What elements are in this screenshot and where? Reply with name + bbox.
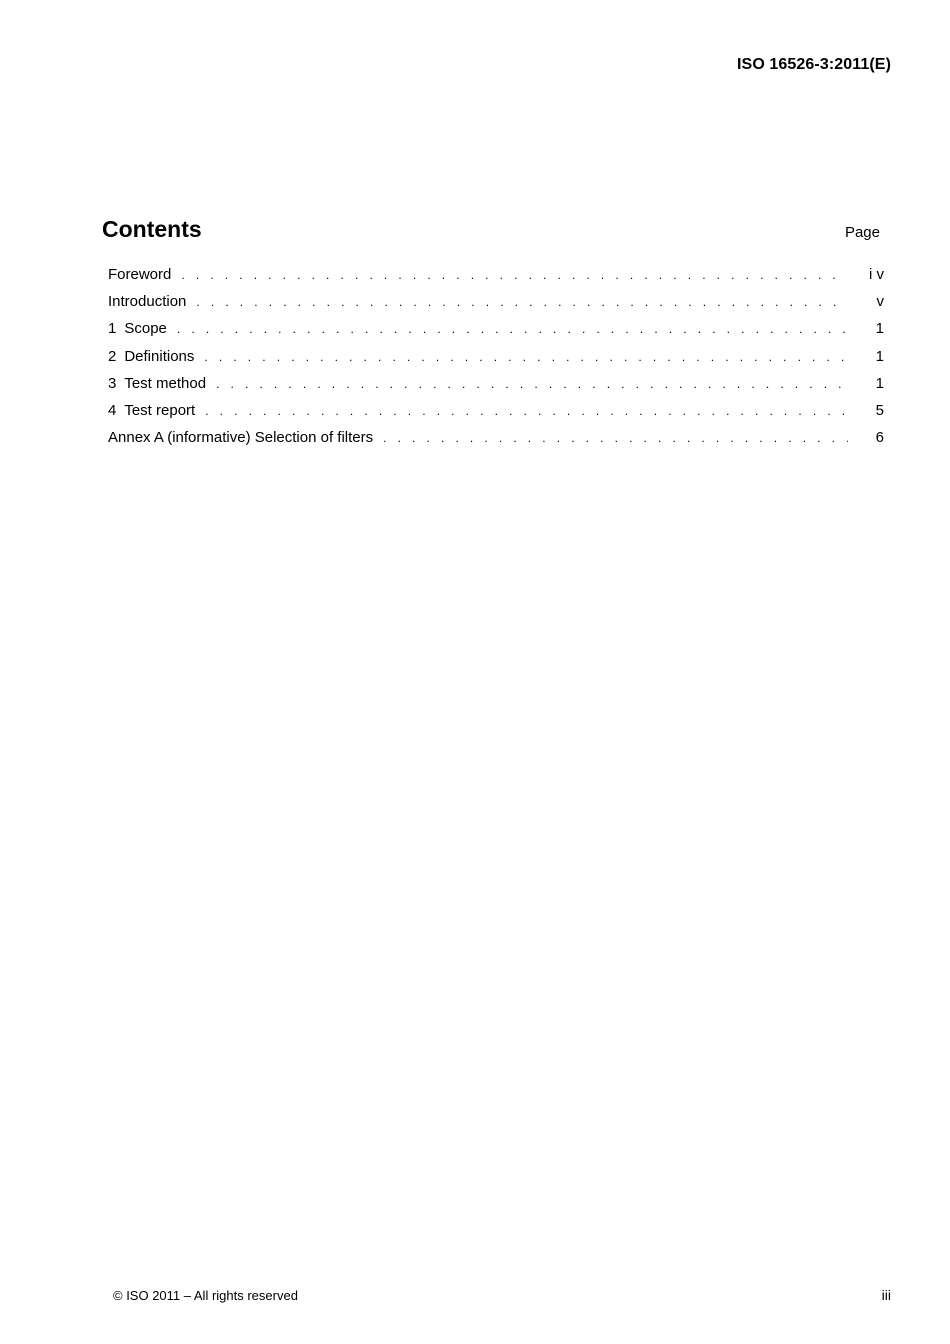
- toc-entry-number: 3: [108, 374, 117, 392]
- toc-entry-test-report[interactable]: [108, 402, 884, 429]
- toc-entry-label: Annex A (informative) Selection of filters: [108, 429, 374, 447]
- toc-entry-page: 5: [875, 401, 884, 419]
- table-of-contents: [108, 266, 884, 456]
- dot-leader: [177, 322, 848, 336]
- toc-entry-number: 1: [108, 320, 117, 338]
- toc-entry-page: 1: [875, 374, 884, 392]
- dot-leader: [216, 377, 848, 391]
- toc-entry-label: 3 Test method: [108, 374, 207, 392]
- toc-entry-number: 4: [108, 401, 117, 419]
- dot-leader: [181, 268, 848, 282]
- toc-entry-label: 1 Scope: [108, 320, 167, 338]
- dot-leader: [205, 404, 848, 418]
- toc-entry-definitions[interactable]: [108, 348, 884, 375]
- toc-entry-label: 2 Definitions: [108, 347, 195, 365]
- dot-leader: [204, 350, 848, 364]
- toc-entry-label: 4 Test report: [108, 401, 196, 419]
- toc-entry-number: 2: [108, 347, 117, 365]
- toc-entry-page: v: [876, 293, 884, 311]
- toc-entry-scope[interactable]: [108, 320, 884, 347]
- toc-entry-page: 1: [875, 347, 884, 365]
- dot-leader: [196, 295, 848, 309]
- toc-entry-test-method[interactable]: [108, 375, 884, 402]
- toc-entry-foreword[interactable]: [108, 266, 884, 293]
- toc-entry-page: 6: [875, 429, 884, 447]
- toc-entry-annex-a[interactable]: [108, 429, 884, 456]
- footer-page-number: iii: [881, 1287, 891, 1303]
- contents-title: Contents: [102, 216, 202, 242]
- toc-entry-page: i v: [869, 266, 884, 283]
- toc-entry-label: Introduction: [108, 293, 187, 311]
- page-column-label: Page: [844, 224, 880, 241]
- footer-copyright: © ISO 2011 – All rights reserved: [113, 1288, 298, 1303]
- toc-entry-label: Foreword: [108, 266, 172, 283]
- toc-entry-page: 1: [875, 320, 884, 338]
- document-id: ISO 16526-3:2011(E): [737, 56, 891, 73]
- toc-entry-introduction[interactable]: [108, 293, 884, 320]
- dot-leader: [383, 431, 848, 445]
